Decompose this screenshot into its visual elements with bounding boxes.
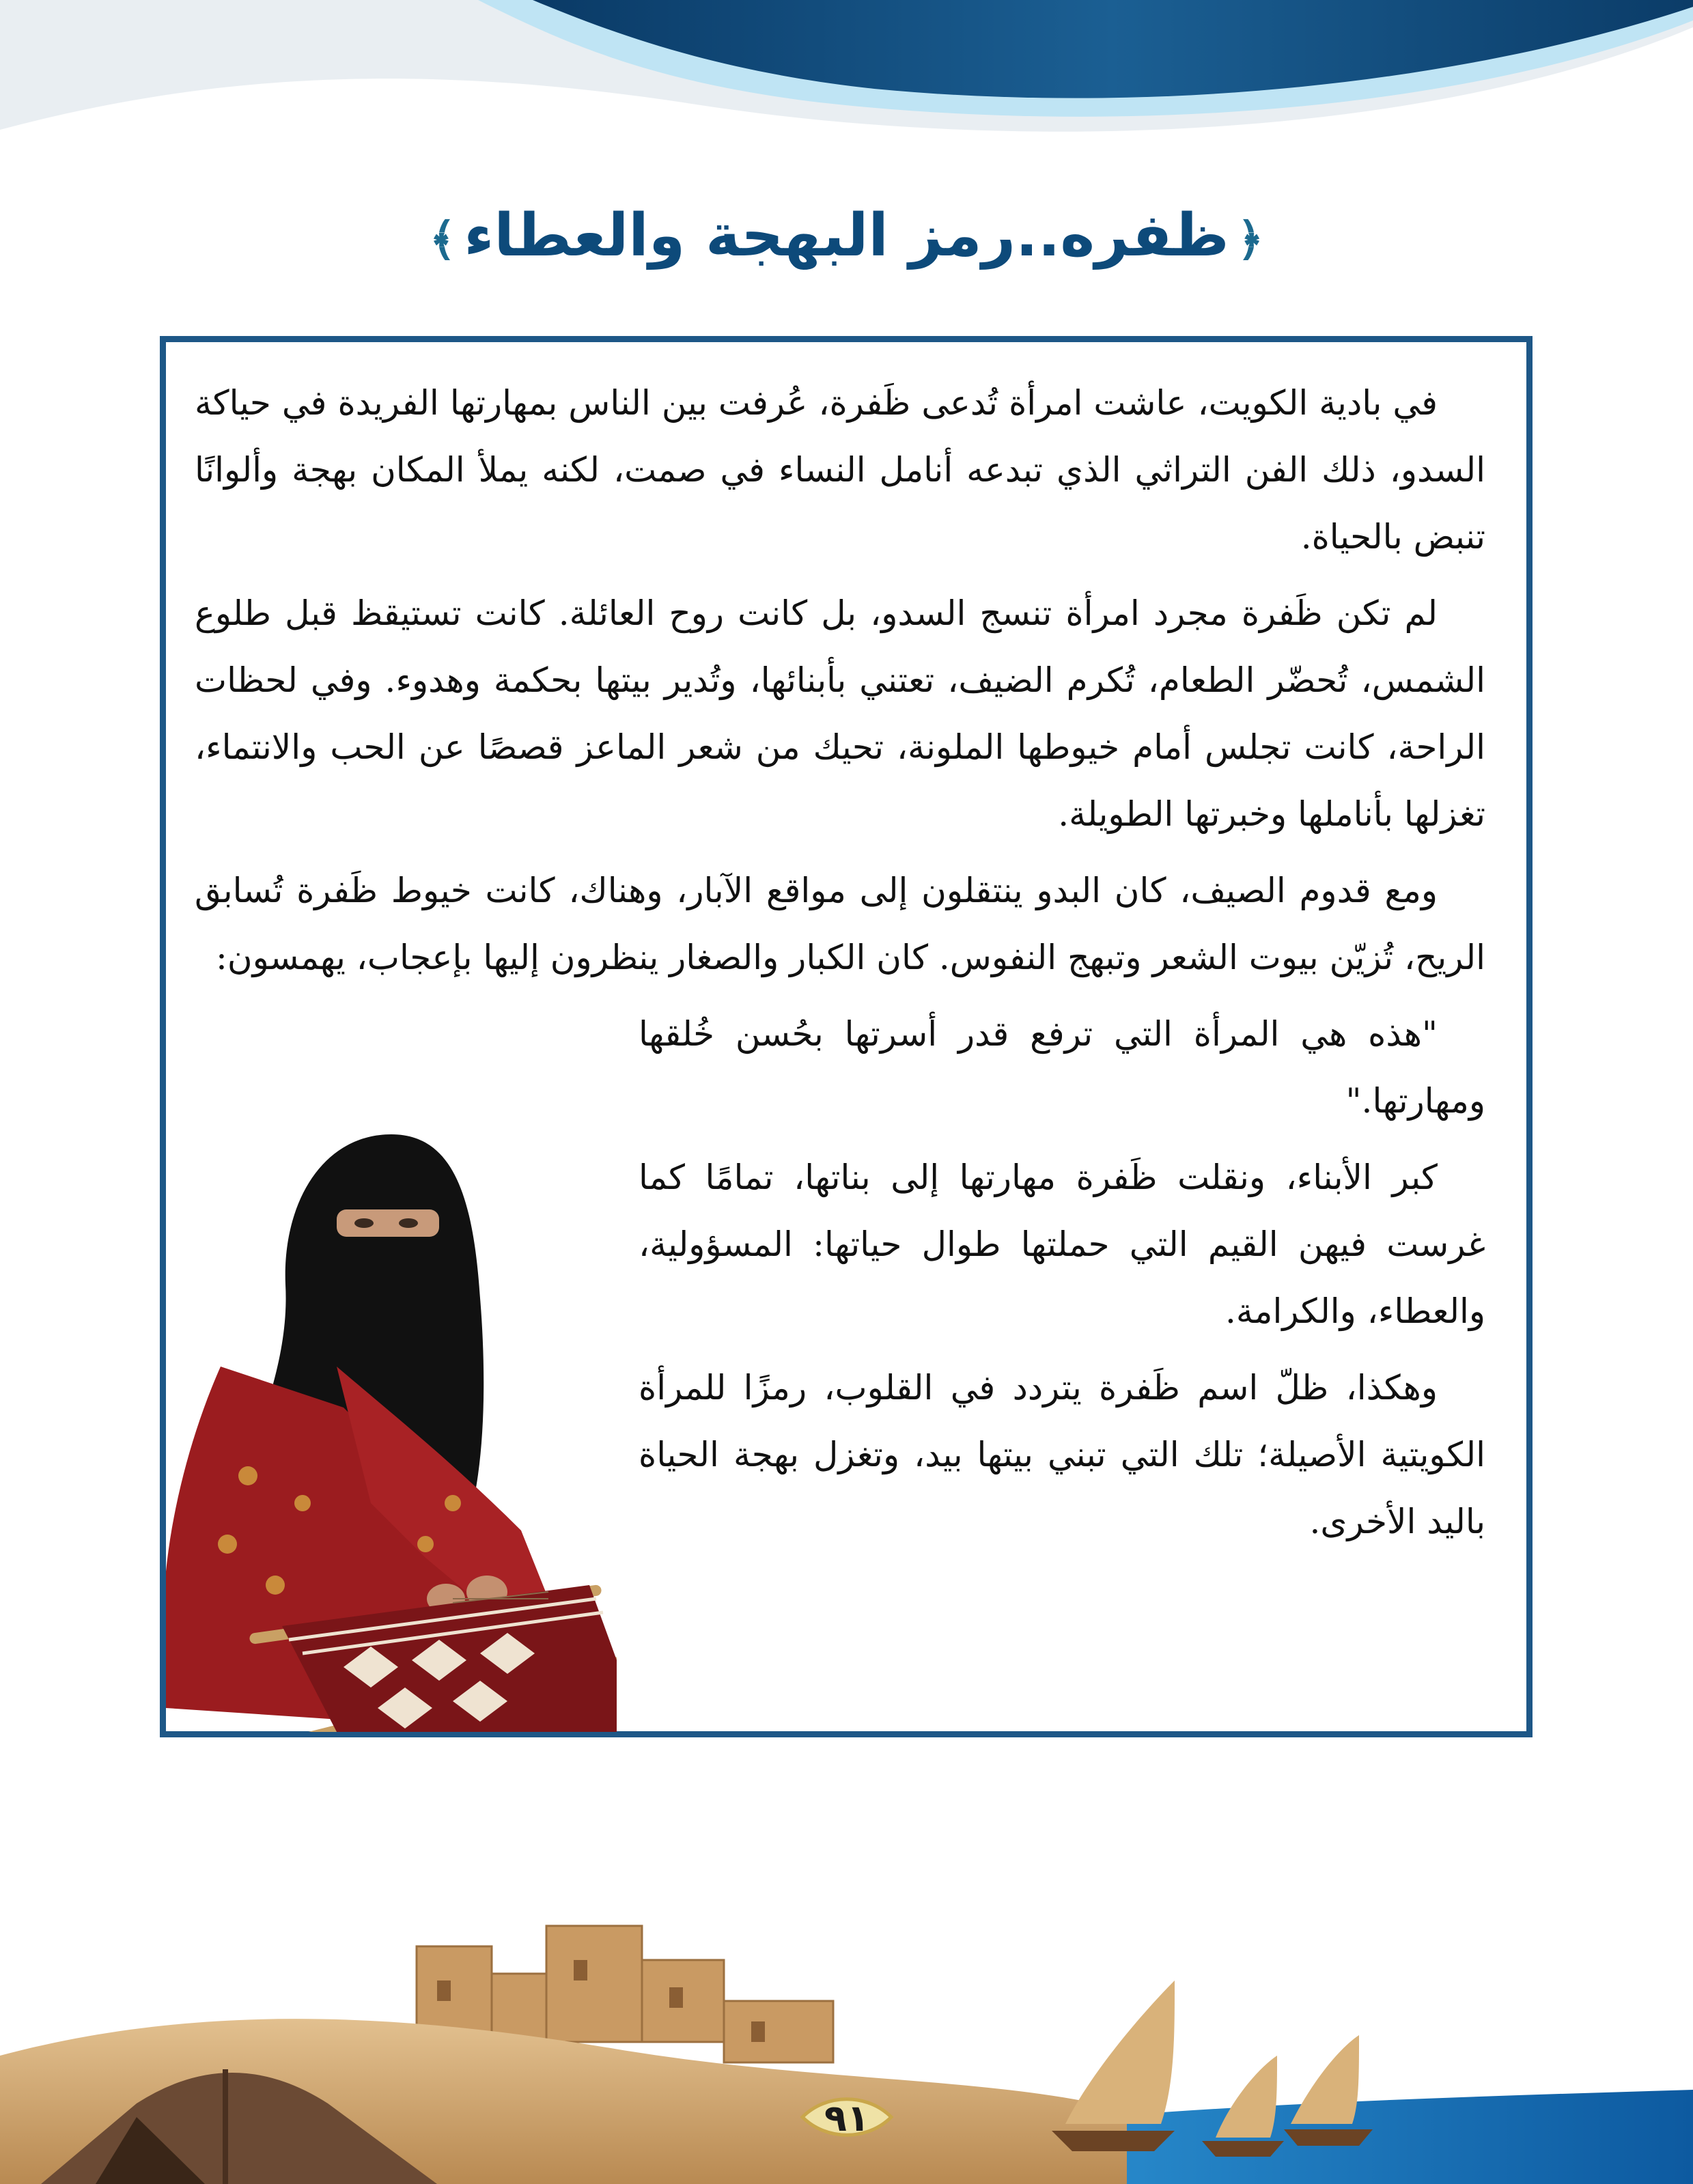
title-text: ظفره..رمز البهجة والعطاء — [464, 201, 1229, 270]
weaver-illustration — [166, 1121, 617, 1732]
paragraph-1: في بادية الكويت، عاشت امرأة تُدعى ظَفرة، عُرفت بين الناس بمهارتها الفريدة في حياكة السدو، ذلك الفن التراثي الذي تبدعه أنامل النساء في صمت، لكنه يملأ المكان بهجة وألوانًا تنبض بالحياة. — [195, 383, 1485, 557]
paragraph-5: وهكذا، ظلّ اسم ظَفرة يتردد في القلوب، رمزًا للمرأة الكويتية الأصيلة؛ تلك التي تبني بيتها بيد، وتغزل بهجة الحياة باليد الأخرى. — [639, 1368, 1485, 1541]
story-box — [160, 336, 1533, 1737]
paragraph-2: لم تكن ظَفرة مجرد امرأة تنسج السدو، بل كانت روح العائلة. كانت تستيقظ قبل طلوع الشمس، تُحضّر الطعام، تُكرم الضيف، تعتني بأبنائها، وتُدير بيتها بحكمة وهدوء. وفي لحظات الراحة، كانت تجلس أمام خيوطها الملونة، تحيك من شعر الماعز قصصًا عن الحب والانتماء، تغزلها بأناملها وخبرتها الطويلة. — [195, 593, 1485, 834]
paragraph-4: كبر الأبناء، ونقلت ظَفرة مهارتها إلى بناتها، تمامًا كما غرست فيهن القيم التي حملتها طوال حياتها: المسؤولية، والعطاء، والكرامة. — [639, 1158, 1485, 1331]
decorative-ornament-icon: ﴿ — [1237, 212, 1264, 266]
decorative-ornament-icon: ﴾ — [429, 212, 456, 266]
page-title — [0, 184, 1693, 291]
paragraph-3: ومع قدوم الصيف، كان البدو ينتقلون إلى مواقع الآبار، وهناك، كانت خيوط ظَفرة تُسابق الريح، تُزيّن بيوت الشعر وتبهج النفوس. كان الكبار والصغار ينظرون إليها بإعجاب، يهمسون: — [195, 871, 1485, 977]
quote-paragraph: "هذه هي المرأة التي ترفع قدر أسرتها بحُسن خُلقها ومهارتها." — [639, 1014, 1485, 1121]
page-number: ٩١ — [824, 2096, 869, 2140]
top-wave-decoration — [0, 0, 1693, 157]
